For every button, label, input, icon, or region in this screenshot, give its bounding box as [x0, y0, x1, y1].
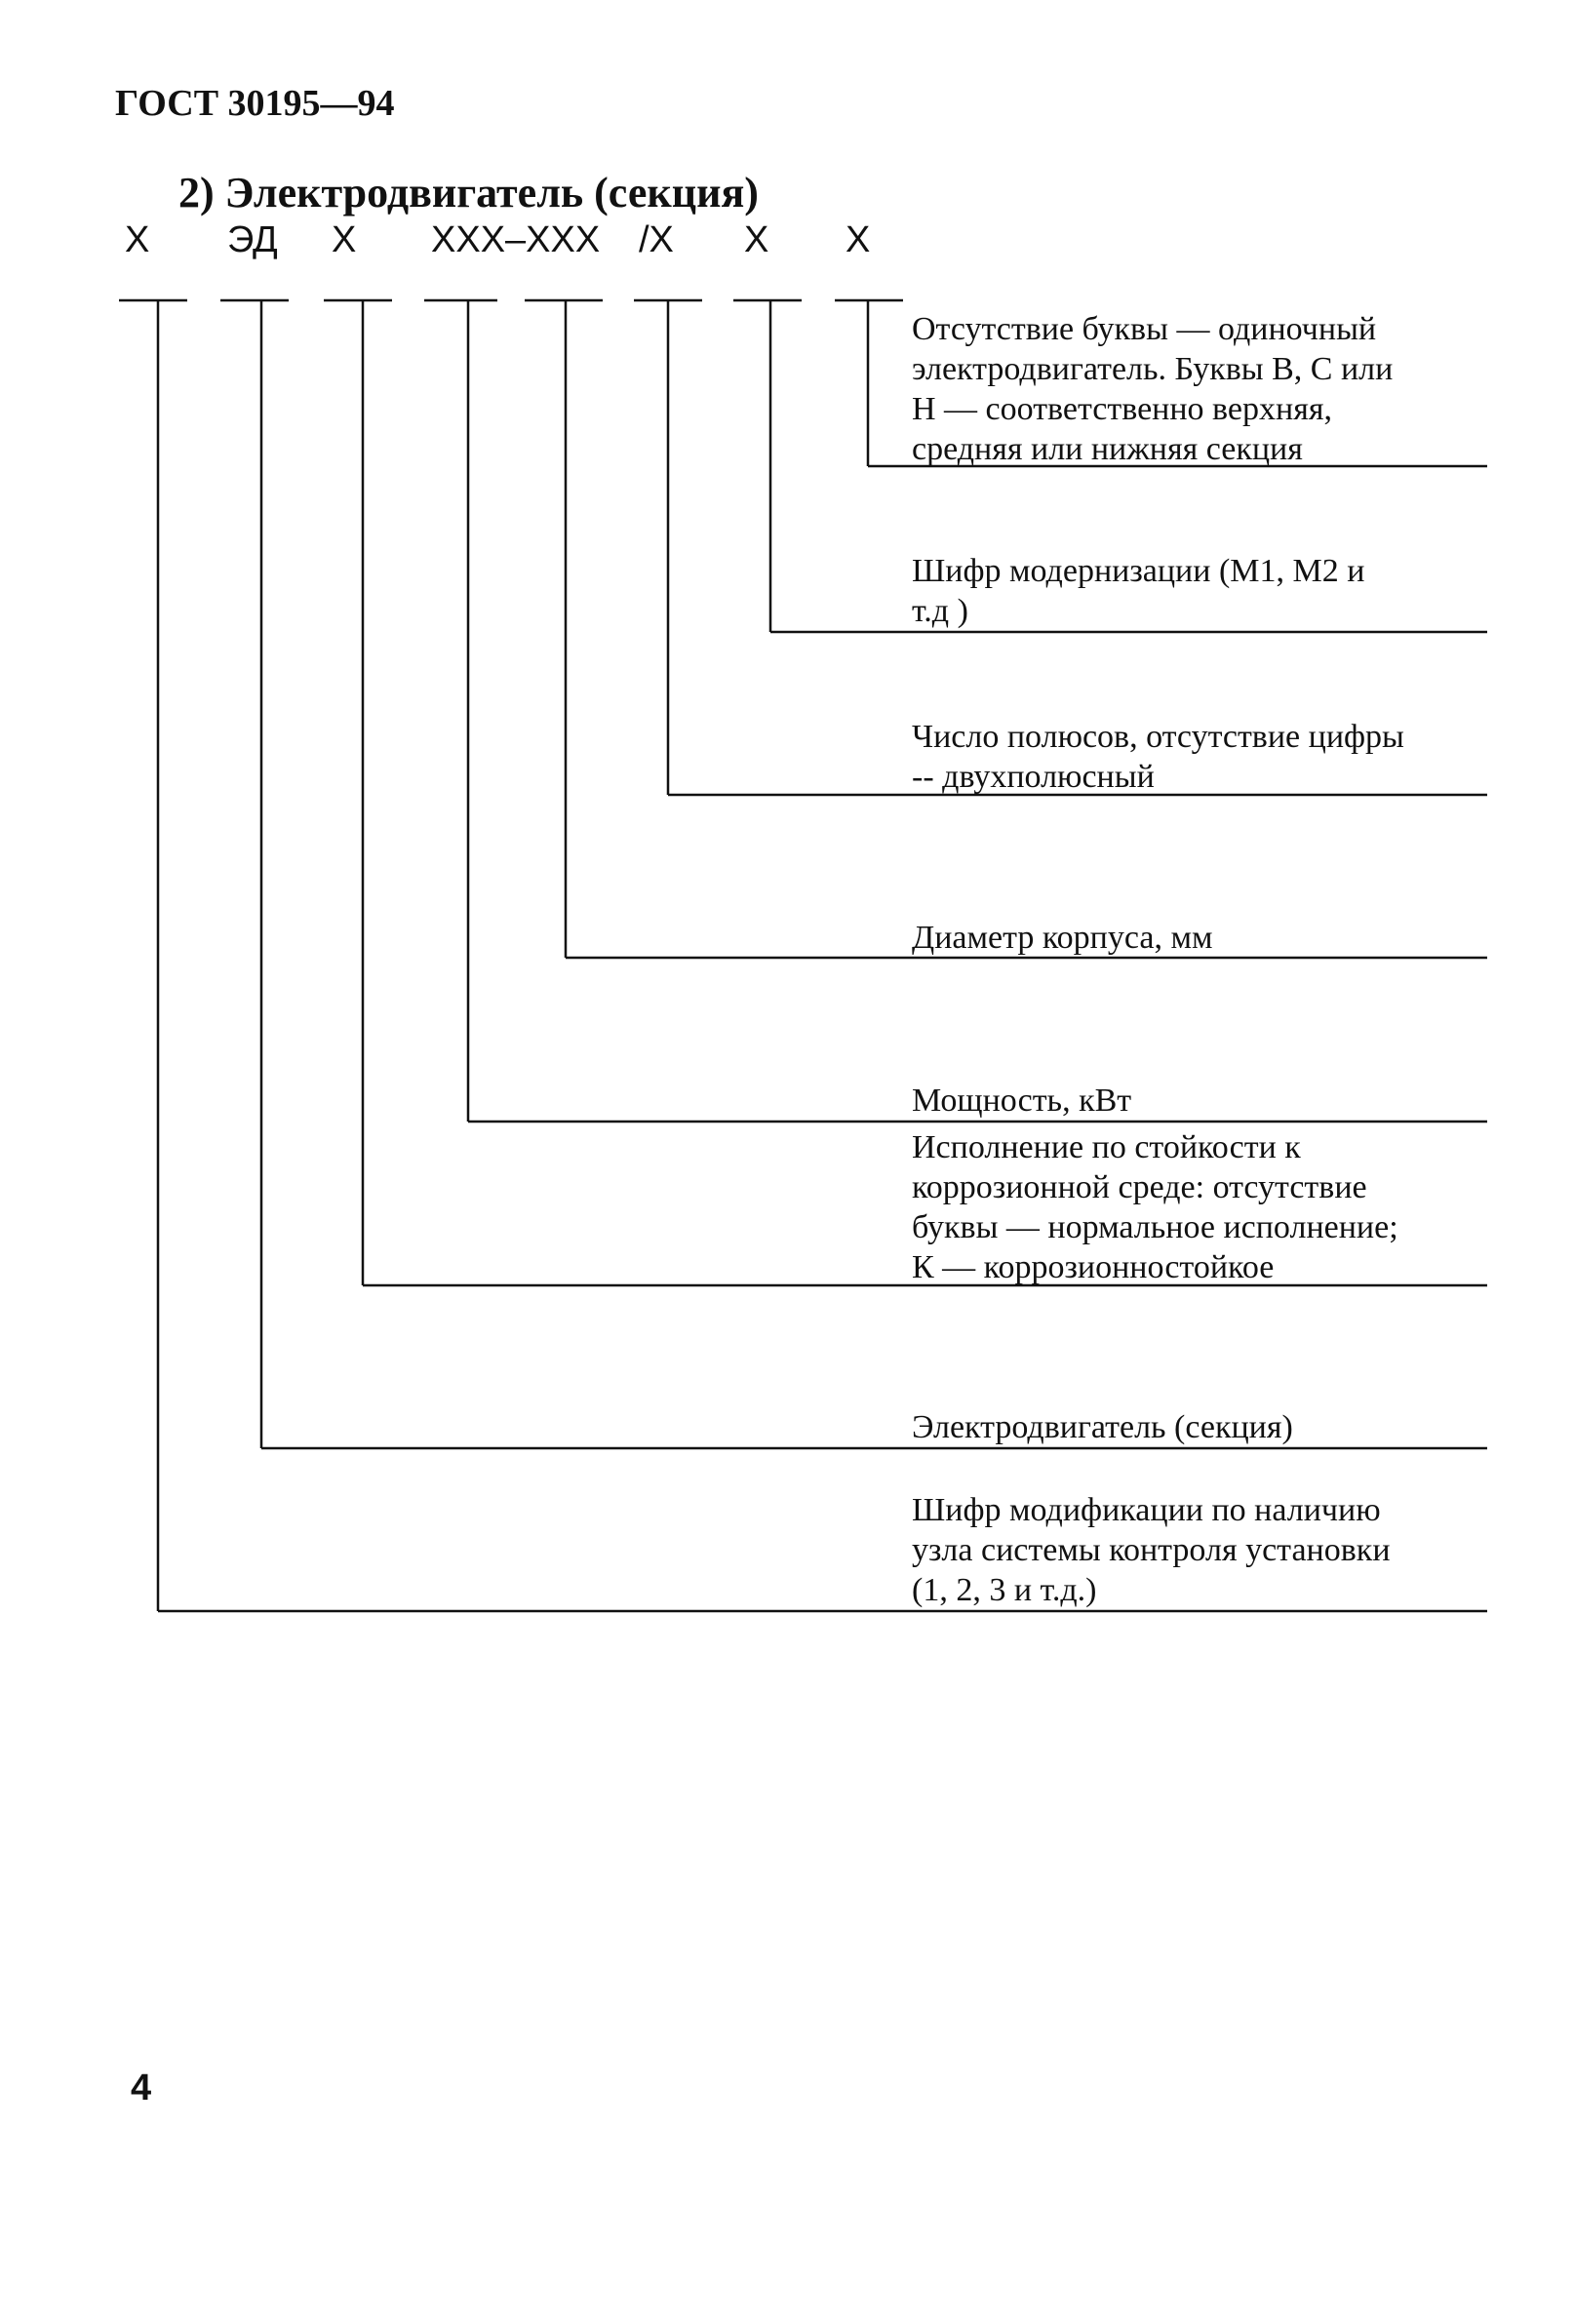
page-number: 4 — [131, 2068, 152, 2108]
document-header: ГОСТ 30195—94 — [115, 83, 395, 124]
legend-modification-code: Шифр модификации по наличию узла системы контроля установки (1, 2, 3 и т.д.) — [912, 1492, 1391, 1608]
legend-modernization-code: Шифр модернизации (М1, М2 и т.д ) — [912, 553, 1365, 629]
legend-section-position: Отсутствие буквы — одиночный электродвигатель. Буквы В, С или Н — соответственно верхняя, средняя или нижняя секция — [912, 311, 1394, 467]
code-modernization-x: X — [744, 219, 769, 260]
legend-power: Мощность, кВт — [912, 1083, 1132, 1119]
legend-motor-section: Электродвигатель (секция) — [912, 1409, 1293, 1445]
code-poles: /X — [639, 219, 674, 260]
legend-pole-count: Число полюсов, отсутствие цифры -- двухполюсный — [912, 719, 1404, 795]
code-section-x: X — [846, 219, 871, 260]
code-corrosion-x: X — [332, 219, 357, 260]
code-modification-x: X — [125, 219, 150, 260]
legend-corrosion-resistance: Исполнение по стойкости к коррозионной среде: отсутствие буквы — нормальное исполнение; К — коррозионностойкое — [912, 1129, 1398, 1285]
code-power-diameter: XXX–XXX — [431, 219, 601, 260]
code-motor-ed: ЭД — [227, 219, 278, 260]
section-title: 2) Электродвигатель (секция) — [178, 169, 759, 217]
legend-housing-diameter: Диаметр корпуса, мм — [912, 920, 1213, 956]
